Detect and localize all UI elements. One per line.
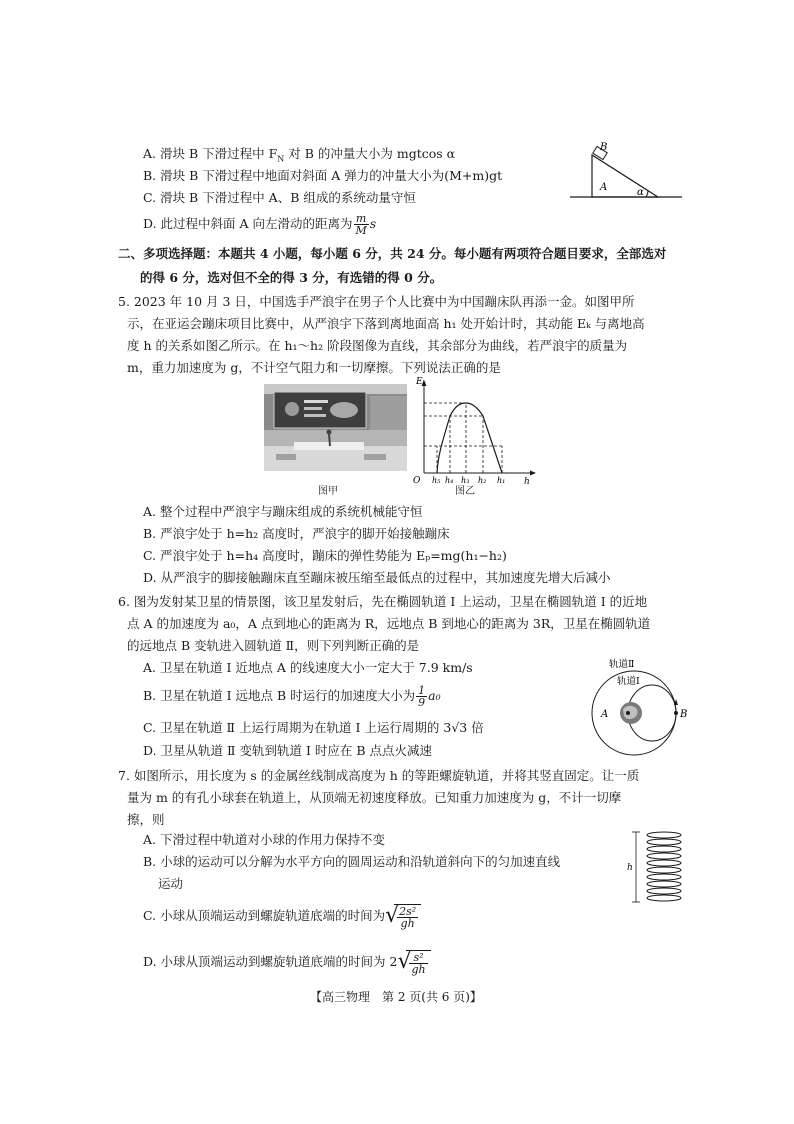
figure-jia-caption: 图甲 [318,486,338,497]
q5-stem-1: 5. 2023 年 10 月 3 日，中国选手严浪宇在男子个人比赛中为中国蹦床队再添一金。如图甲所 [118,294,635,309]
q6-stem-1: 6. 图为发射某卫星的情景图，该卫星发射后，先在椭圆轨道 Ⅰ 上运动，卫星在椭圆轨道 Ⅰ 的近地 [118,594,648,609]
orbit-point-a: A [601,709,609,720]
q4-option-d: D. 此过程中斜面 A 向左滑动的距离为 $\frac{m}{M}$ s [143,212,377,237]
section2-header-line2: 的得 6 分，选对但不全的得 3 分，有选错的得 0 分。 [140,270,443,285]
graph-tick-h3: h₃ [461,476,470,485]
graph-tick-h1: h₁ [497,476,506,485]
orbit-point-b: B [680,709,688,720]
q7-option-b-line2: 运动 [158,876,184,891]
q6-option-a: A. 卫星在轨道 Ⅰ 近地点 A 的线速度大小一定大于 7.9 km/s [143,660,473,675]
q7-option-b-line1: B. 小球的运动可以分解为水平方向的圆周运动和沿轨道斜向下的匀加速直线 [143,854,561,869]
q5-option-a: A. 整个过程中严浪宇与蹦床组成的系统机械能守恒 [143,504,423,519]
q6-option-b: B. 卫星在轨道 Ⅰ 远地点 B 时运行的加速度大小为 $\frac{1}{9}$ a₀ [143,684,441,709]
q7-option-c: C. 小球从顶端运动到螺旋轨道底端的时间为 √ $\frac{\text{2s²}}{gh}$ [143,904,421,929]
q7-stem-1: 7. 如图所示，用长度为 s 的金属丝线制成高度为 h 的等距螺旋轨道，并将其竖直固定。让一质 [118,768,640,783]
q5-option-b: B. 严浪宇处于 h=h₂ 高度时，严浪宇的脚开始接触蹦床 [143,526,450,541]
q7-stem-2: 量为 m 的有孔小球套在轨道上，从顶端无初速度释放。已知重力加速度为 g，不计一切摩 [127,790,622,805]
orbit2-label: 轨道Ⅱ [609,659,635,670]
q7-option-d-sqrt: √ $\frac{\text{s²}}{gh}$ [397,950,430,975]
spiral-track-figure [624,828,686,906]
trampoline-photo [264,384,407,471]
incline-figure [570,140,686,202]
q4-option-c: C. 滑块 B 下滑过程中 A、B 组成的系统动量守恒 [143,190,416,205]
q6-stem-2: 点 A 的加速度为 a₀，A 点到地心的距离为 R，远地点 B 到地心的距离为 3R，卫星在椭圆轨道 [127,616,651,631]
q5-stem-2: 示，在亚运会蹦床项目比赛中，从严浪宇下落到离地面高 h₁ 处开始计时，其动能 Eₖ 与离地高 [127,316,645,331]
graph-tick-h2: h₂ [478,476,487,485]
q5-option-c: C. 严浪宇处于 h=h₄ 高度时，蹦床的弹性势能为 Eₚ=mg(h₁−h₂) [143,548,507,563]
q5-stem-3: 度 h 的关系如图乙所示。在 h₁～h₂ 阶段图像为直线，其余部分为曲线，若严浪宇的质量为 [127,338,628,353]
q5-stem-4: m，重力加速度为 g，不计空气阻力和一切摩擦。下列说法正确的是 [127,360,501,375]
incline-label-alpha: α [637,187,644,198]
graph-xlabel: h [524,477,530,486]
q6-stem-3: 的远地点 B 变轨进入圆轨道 Ⅱ，则下列判断正确的是 [127,638,420,653]
q7-stem-3: 擦，则 [127,812,165,827]
graph-origin: O [413,476,421,486]
graph-tick-h4: h₄ [445,476,454,485]
q7-option-a: A. 下滑过程中轨道对小球的作用力保持不变 [143,832,385,847]
q4-option-d-fraction: $\frac{m}{M}$ [355,212,367,237]
ek-h-graph [410,376,540,486]
q6-option-b-fraction: $\frac{1}{9}$ [418,684,426,709]
q5-option-d: D. 从严浪宇的脚接触蹦床直至蹦床被压缩至最低点的过程中，其加速度先增大后减小 [143,570,611,585]
incline-label-a: A [600,182,608,193]
q6-option-d: D. 卫星从轨道 Ⅱ 变轨到轨道 Ⅰ 时应在 B 点点火减速 [143,743,432,758]
q4-option-a: A. 滑块 B 下滑过程中 $F_N$ 对 B 的冲量大小为 mgtcos α [143,146,456,164]
q6-option-c: C. 卫星在轨道 Ⅱ 上运行周期为在轨道 Ⅰ 上运行周期的 3√3 倍 [143,720,484,735]
figure-yi-caption: 图乙 [455,486,475,497]
incline-label-b: B [600,142,608,153]
graph-tick-h5: h₅ [432,476,441,485]
q7-option-d: D. 小球从顶端运动到螺旋轨道底端的时间为 2 √ $\frac{\text{s²}}{gh}$ [143,950,431,975]
section2-header-line1: 二、多项选择题：本题共 4 小题，每小题 6 分，共 24 分。每小题有两项符合题目要求，全部选对 [118,246,667,261]
graph-ylabel: Eₖ [416,377,426,387]
q4-option-b: B. 滑块 B 下滑过程中地面对斜面 A 弹力的冲量大小为(M+m)gt [143,168,503,183]
orbit-figure [584,655,700,759]
spiral-height-label: h [627,863,633,873]
q7-option-c-sqrt: √ $\frac{\text{2s²}}{gh}$ [385,904,421,929]
page-footer: 【高三物理 第 2 页(共 6 页)】 [310,990,482,1004]
orbit1-label: 轨道Ⅰ [617,676,640,687]
